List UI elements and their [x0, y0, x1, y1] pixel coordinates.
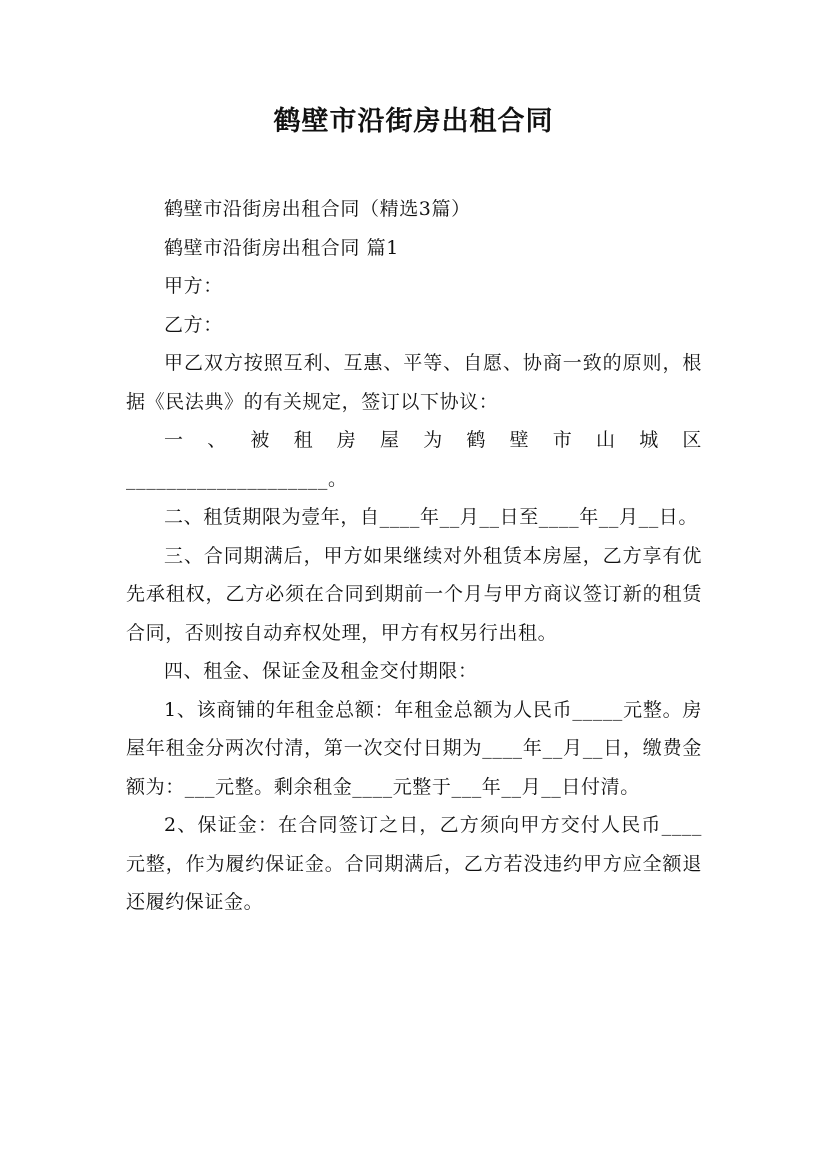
document-title: 鹤壁市沿街房出租合同: [273, 106, 554, 137]
clause-1-paragraph: 一、被租房屋为鹤壁市山城区: [164, 429, 702, 451]
clause-3-paragraph: 三、合同期满后，甲方如果继续对外租赁本房屋，乙方享有优先承租权，乙方必须在合同到期前一个月与甲方商议签订新的租赁合同，否则按自动弃权处理，甲方有权另行出租。: [126, 544, 702, 644]
clause-4-1-paragraph: 1、该商铺的年租金总额：年租金总额为人民币_____元整。房屋年租金分两次付清，第一次交付日期为____年__月__日，缴费金额为：___元整。剩余租金____元整于___年__月__日付清。: [126, 698, 702, 798]
subtitle-selection: 鹤壁市沿街房出租合同（精选3篇）: [164, 198, 471, 220]
clause-4-2-paragraph: 2、保证金：在合同签订之日，乙方须向甲方交付人民币____元整，作为履约保证金。合同期满后，乙方若没违约甲方应全额退还履约保证金。: [126, 814, 702, 913]
document-body: [126, 190, 702, 922]
party-a-line: 甲方：: [164, 275, 223, 297]
preamble-paragraph: 甲乙双方按照互利、互惠、平等、自愿、协商一致的原则，根据《民法典》的有关规定，签订以下协议：: [126, 352, 702, 413]
clause-1-blank-line: ____________________。: [126, 467, 348, 490]
party-b-line: 乙方：: [164, 313, 223, 336]
clause-2-paragraph: 二、租赁期限为壹年，自____年__月__日至____年__月__日。: [164, 506, 699, 528]
clause-4-heading: 四、租金、保证金及租金交付期限：: [164, 660, 478, 682]
section-heading: 鹤壁市沿街房出租合同 篇1: [164, 236, 399, 259]
